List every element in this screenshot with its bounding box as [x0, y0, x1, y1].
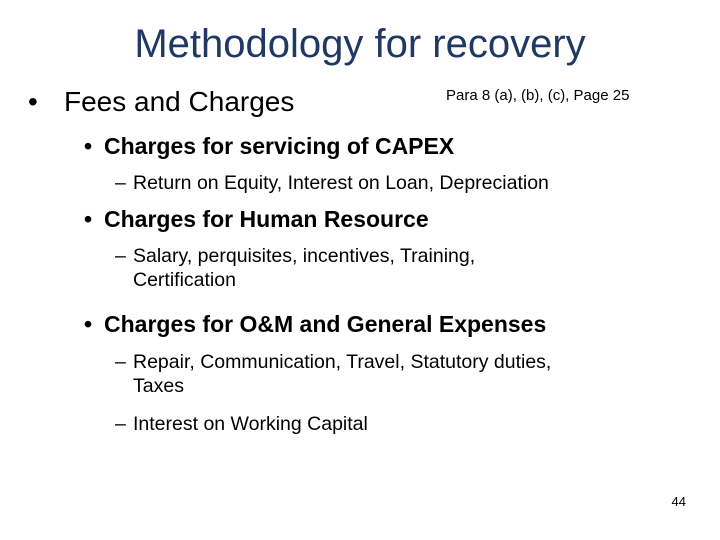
sub-item-text: Repair, Communication, Travel, Statutory duties,: [133, 351, 552, 373]
sub-item-text-continued: Taxes: [133, 375, 184, 397]
sub-item-text-continued: Certification: [133, 269, 236, 291]
sub-item-text: Interest on Working Capital: [133, 413, 368, 435]
item-om-general-heading: [84, 309, 546, 339]
page-number: 44: [671, 494, 686, 509]
sub-item-capex-1: [115, 171, 549, 195]
item-heading-text: Charges for O&M and General Expenses: [104, 311, 547, 337]
sub-item-text: Salary, perquisites, incentives, Training,: [133, 245, 476, 267]
item-heading-text: Charges for Human Resource: [104, 206, 429, 232]
sub-item-human-resource-1: [115, 244, 475, 292]
item-human-resource-heading: [84, 204, 429, 234]
sub-item-om-general-1: [115, 350, 551, 398]
bullet-glyph: •: [84, 311, 93, 337]
bullet-glyph: •: [28, 86, 38, 117]
dash-glyph: –: [115, 413, 126, 435]
slide-title: Methodology for recovery: [134, 22, 586, 66]
bullet-glyph: •: [84, 206, 93, 232]
bullet-glyph: •: [84, 133, 93, 159]
dash-glyph: –: [115, 245, 126, 267]
sub-item-text: Return on Equity, Interest on Loan, Depreciation: [133, 172, 549, 194]
bullet-fees-and-charges: [28, 84, 294, 120]
dash-glyph: –: [115, 172, 126, 194]
sub-item-om-general-2: [115, 412, 368, 436]
item-heading-text: Charges for servicing of CAPEX: [104, 133, 455, 159]
dash-glyph: –: [115, 351, 126, 373]
bullet-text: Fees and Charges: [64, 86, 295, 117]
reference-note: Para 8 (a), (b), (c), Page 25: [446, 87, 630, 104]
item-capex-heading: [84, 131, 454, 161]
